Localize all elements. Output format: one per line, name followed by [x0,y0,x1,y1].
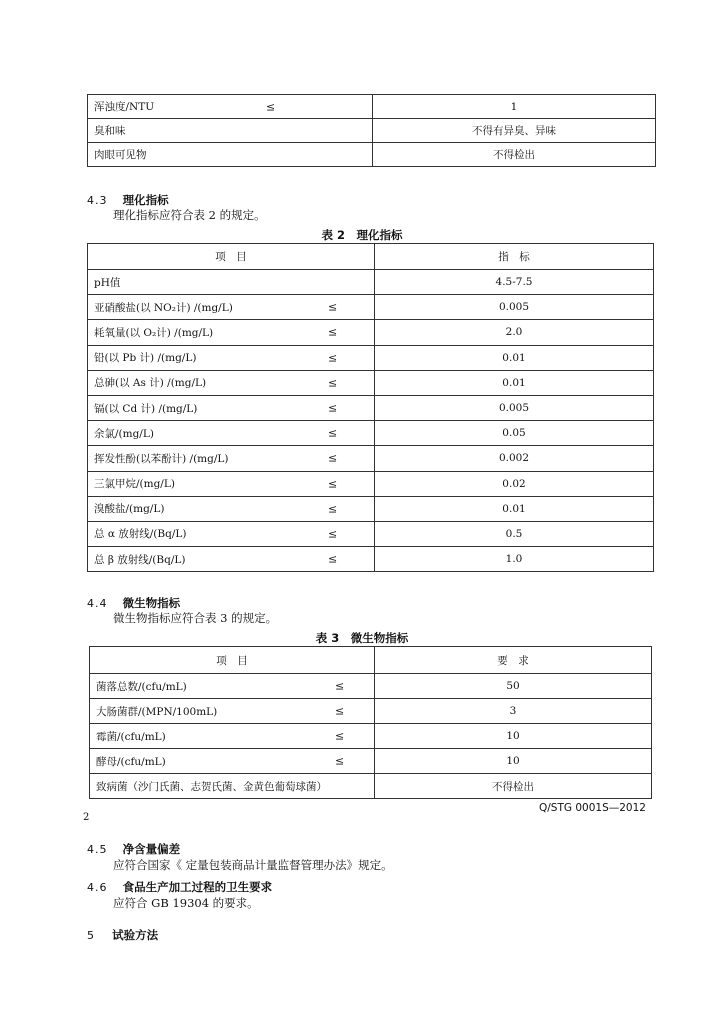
item-label: 肉眼可见物 [94,149,147,161]
microbiological-table [89,646,652,799]
item-label: 挥发性酚(以苯酚计) /(mg/L) [94,452,229,465]
table-cell-value: 4.5-7.5 [375,270,654,295]
table-cell-value: 0.005 [375,395,654,420]
table-cell-value: 10 [375,724,652,749]
table-cell-value: 0.5 [375,521,654,546]
table-cell-item [90,724,375,749]
section-number: 4.6 [87,881,108,894]
le-symbol: ≤ [328,376,338,390]
table-cell-value: 0.05 [375,421,654,446]
table-row [88,370,654,395]
section-title: 微生物指标 [122,596,181,610]
le-symbol: ≤ [328,351,338,365]
table-row [88,547,654,572]
item-label: 溴酸盐/(mg/L) [94,503,165,516]
le-symbol: ≤ [328,477,338,491]
le-symbol: ≤ [335,729,345,743]
table-cell-item [90,749,375,774]
header-value: 要 求 [375,647,652,674]
table-cell-item [90,699,375,724]
section-4-3-heading [87,189,169,208]
table-cell-value: 0.02 [375,471,654,496]
item-label: 三氯甲烷/(mg/L) [94,478,175,491]
le-symbol: ≤ [328,527,338,541]
section-4-5-text: 应符合国家《 定量包装商品计量监督管理办法》规定。 [113,858,393,872]
table-cell-value: 10 [375,749,652,774]
table-cell-item [88,119,373,143]
item-label: 大肠菌群/(MPN/100mL) [96,705,218,718]
item-label: 霉菌/(cfu/mL) [96,730,166,743]
table-cell-value: 不得检出 [373,143,656,167]
table-row [88,471,654,496]
le-symbol: ≤ [335,754,345,768]
table-cell-item [88,496,375,521]
sensory-table [87,94,656,167]
table-cell-item [88,143,373,167]
table-cell-item [88,95,373,119]
table-row [88,95,656,119]
table-row [88,143,656,167]
table-cell-item [88,421,375,446]
item-label: 总砷(以 As 计) /(mg/L) [94,377,207,390]
table-cell-value: 50 [375,674,652,699]
item-label: 酵母/(cfu/mL) [96,755,166,768]
table-cell-value: 0.005 [375,295,654,320]
section-title: 食品生产加工过程的卫生要求 [122,880,273,894]
table-3-caption: 表 3 微生物指标 [315,631,409,645]
le-symbol: ≤ [328,426,338,440]
table-cell-item [88,270,375,295]
item-label: 总 β 放射线/(Bq/L) [94,553,186,566]
table-cell-value: 2.0 [375,320,654,345]
table-cell-value: 0.01 [375,496,654,521]
item-label: 浑浊度/NTU [94,101,155,113]
table-cell-item [88,471,375,496]
table-row [88,295,654,320]
item-label: 亚硝酸盐(以 NO₂计) /(mg/L) [94,301,233,314]
table-cell-item [88,547,375,572]
table-cell-item [90,774,375,799]
section-4-3-text: 理化指标应符合表 2 的规定。 [113,208,266,222]
header-item: 项 目 [90,647,375,674]
table-cell-value: 3 [375,699,652,724]
table-header-row [90,647,652,674]
item-label: 耗氧量(以 O₂计) /(mg/L) [94,326,214,339]
le-symbol: ≤ [266,100,276,113]
item-label: 臭和味 [94,125,126,137]
item-label: 菌落总数/(cfu/mL) [96,680,187,693]
table-cell-value: 0.01 [375,345,654,370]
table-row [88,395,654,420]
item-label: 铅(以 Pb 计) /(mg/L) [94,352,197,365]
le-symbol: ≤ [328,401,338,415]
table-cell-value: 不得有异臭、异味 [373,119,656,143]
item-label: 总 α 放射线/(Bq/L) [94,528,187,541]
table-row [88,270,654,295]
table-row [90,674,652,699]
table-row [90,724,652,749]
section-number: 4.5 [87,843,108,856]
le-symbol: ≤ [328,325,338,339]
le-symbol: ≤ [328,451,338,465]
table-cell-item [88,395,375,420]
section-5-heading [87,924,158,943]
physicochemical-table [87,243,654,572]
table-row [88,320,654,345]
doc-code: Q/STG 0001S—2012 [539,802,646,814]
header-item: 项 目 [88,244,375,270]
table-cell-item [88,345,375,370]
section-4-5-heading [87,838,180,857]
section-4-6-heading [87,876,272,895]
table-header-row [88,244,654,270]
table-cell-item [88,521,375,546]
section-title: 试验方法 [112,928,159,942]
page-number: 2 [83,812,90,823]
microbiological-table-body [90,674,652,799]
sensory-table-body [88,95,656,167]
table-cell-item [88,446,375,471]
section-4-6-text: 应符合 GB 19304 的要求。 [113,896,259,910]
table-row [90,699,652,724]
table-cell-value: 1.0 [375,547,654,572]
table-2-caption: 表 2 理化指标 [321,228,403,242]
table-cell-value: 0.002 [375,446,654,471]
table-cell-item [88,295,375,320]
le-symbol: ≤ [328,300,338,314]
section-title: 理化指标 [122,193,169,207]
table-cell-value: 不得检出 [375,774,652,799]
table-row [88,446,654,471]
le-symbol: ≤ [335,704,345,718]
table-row [88,345,654,370]
physicochemical-table-body [88,270,654,572]
item-label: 镉(以 Cd 计) /(mg/L) [94,402,198,415]
table-row [88,521,654,546]
table-cell-item [88,320,375,345]
section-number: 4.4 [87,597,108,610]
table-row [88,119,656,143]
section-4-4-text: 微生物指标应符合表 3 的规定。 [113,611,278,625]
item-label: 余氯/(mg/L) [94,427,154,440]
le-symbol: ≤ [328,502,338,516]
table-cell-item [88,370,375,395]
section-title: 净含量偏差 [122,842,181,856]
table-row [88,496,654,521]
table-cell-value: 0.01 [375,370,654,395]
item-label: 致病菌（沙门氏菌、志贺氏菌、金黄色葡萄球菌） [96,780,327,793]
table-row [88,421,654,446]
le-symbol: ≤ [328,552,338,566]
section-number: 5 [87,929,95,942]
table-cell-value: 1 [373,95,656,119]
section-4-4-heading [87,592,180,611]
table-cell-item [90,674,375,699]
table-row [90,749,652,774]
le-symbol: ≤ [335,679,345,693]
item-label: pH值 [94,276,121,289]
header-value: 指 标 [375,244,654,270]
table-row [90,774,652,799]
section-number: 4.3 [87,194,108,207]
